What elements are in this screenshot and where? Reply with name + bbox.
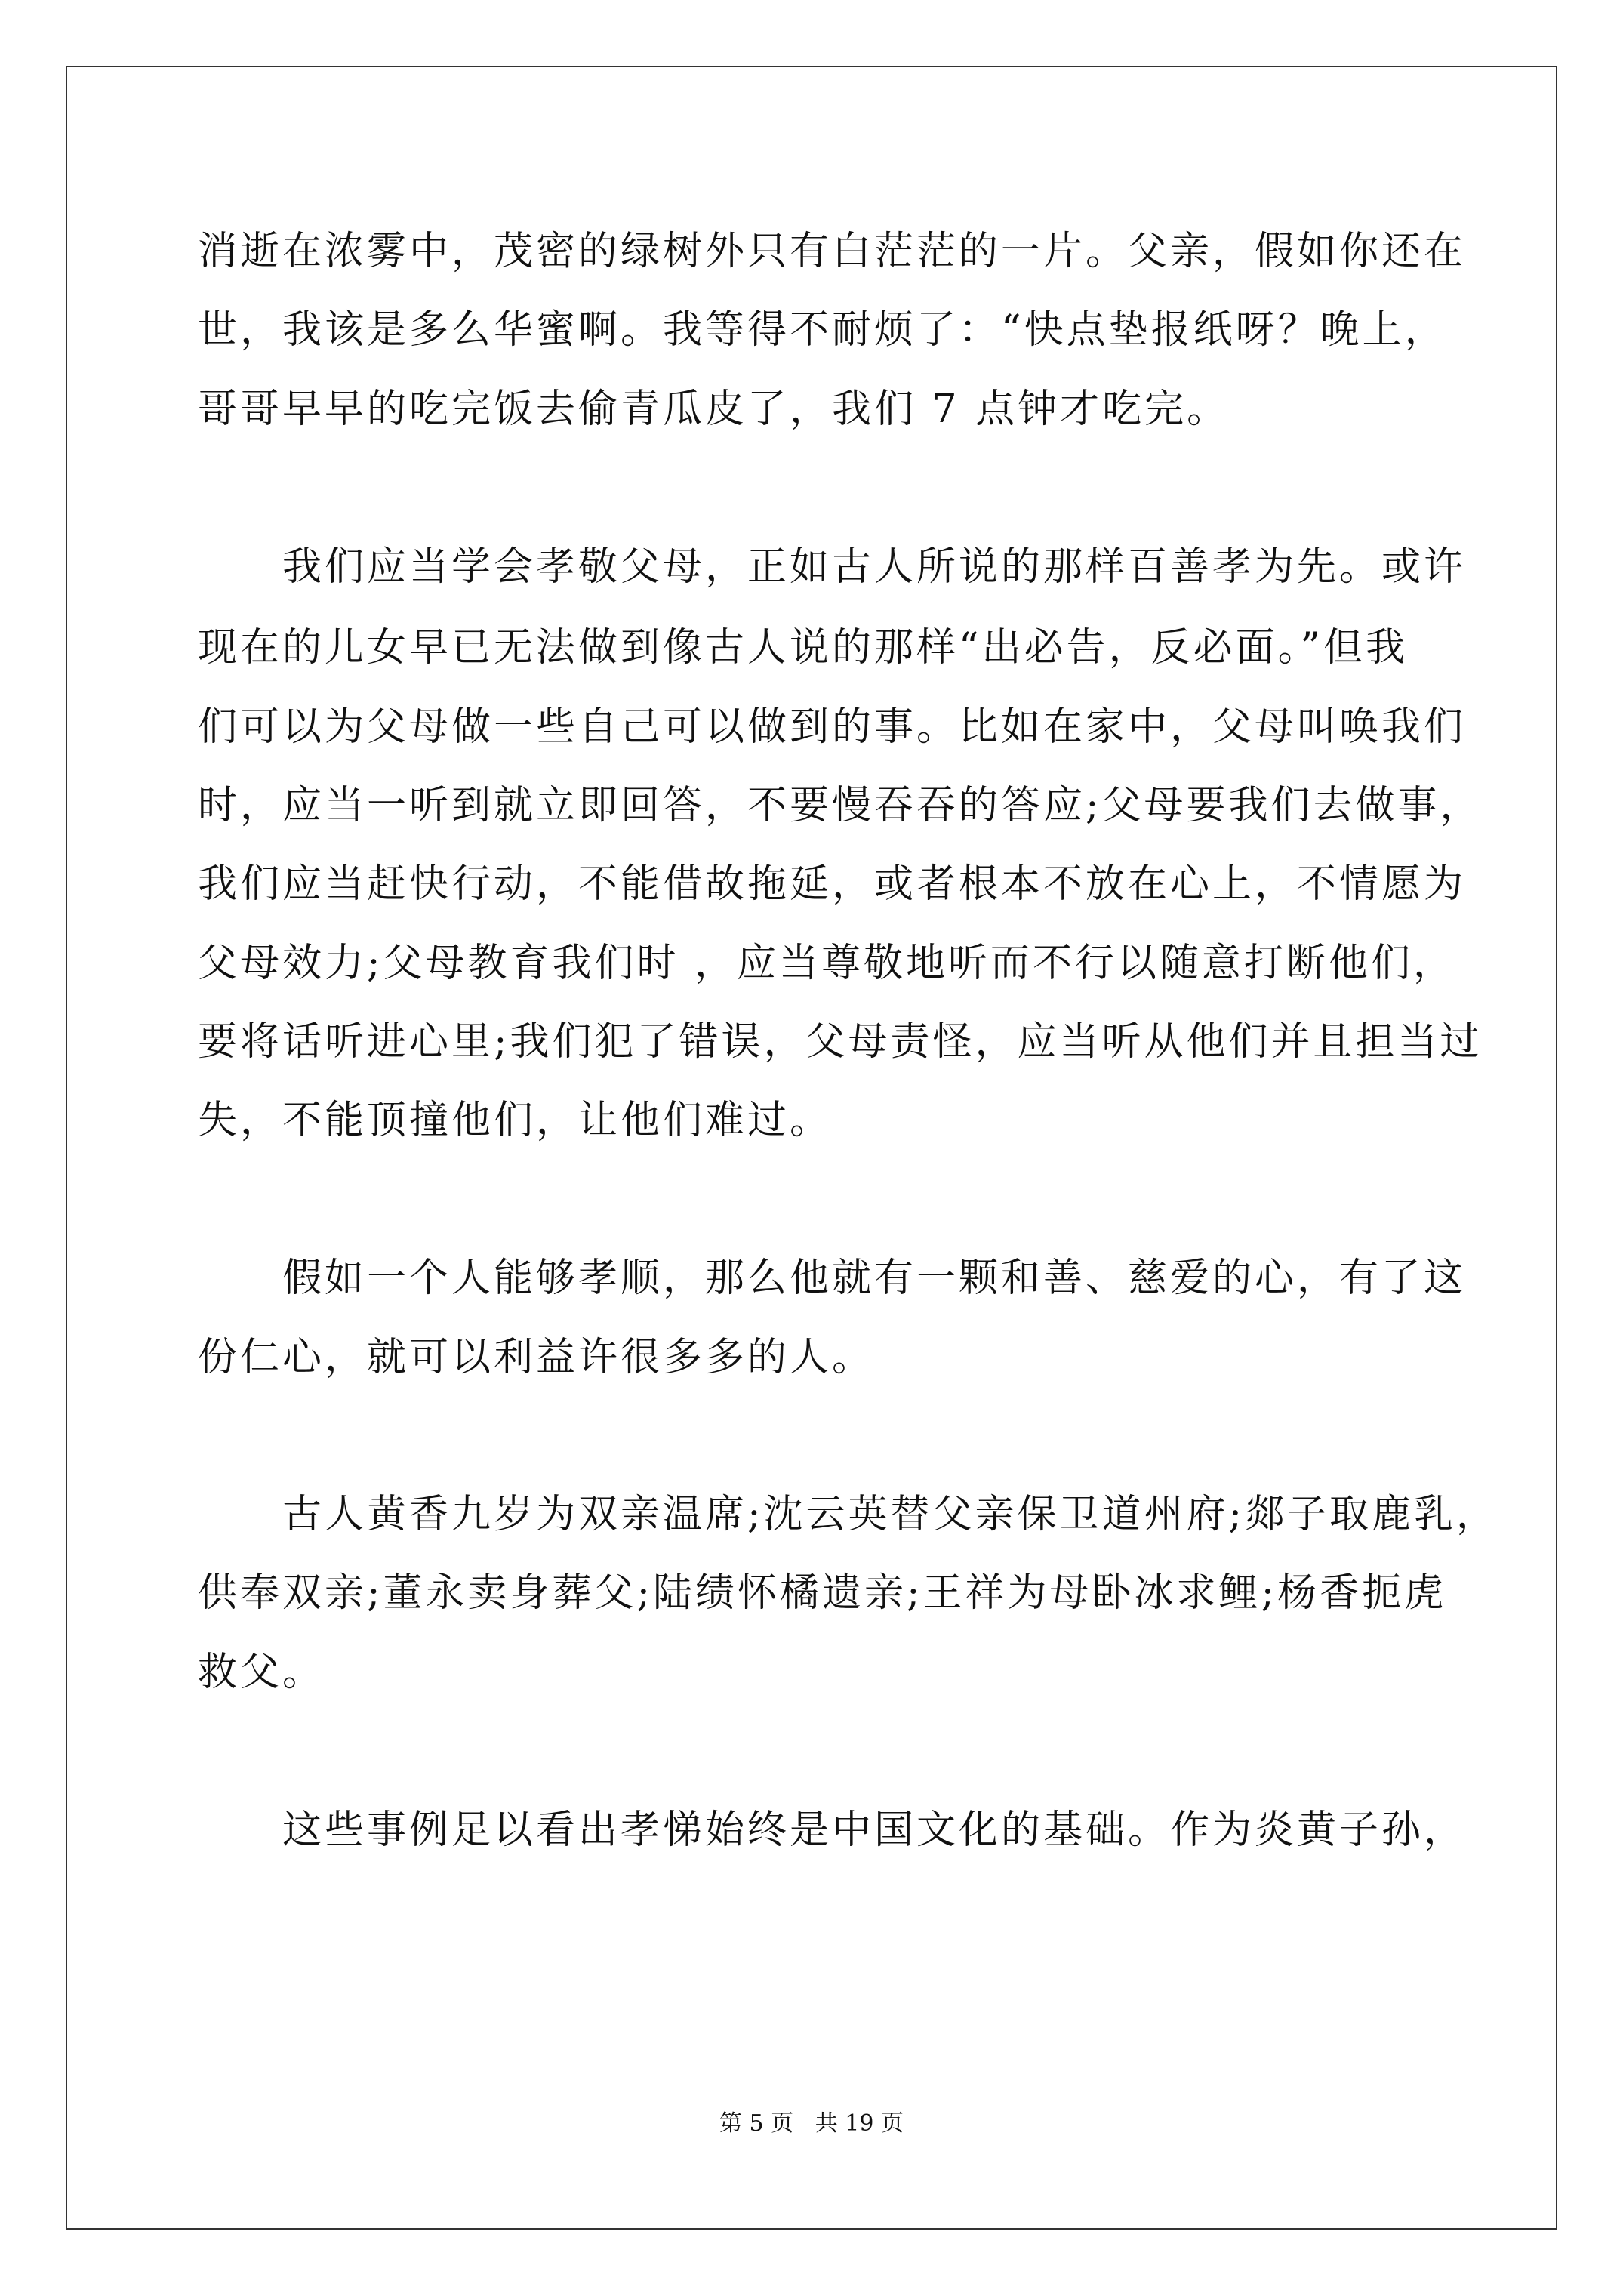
body-line: 供奉双亲;董永卖身葬父;陆绩怀橘遗亲;王祥为母卧冰求鲤;杨香扼虎	[198, 1570, 1447, 1616]
page-number-footer: 第 5 页 共 19 页	[719, 2110, 904, 2137]
body-line: 这些事例足以看出孝悌始终是中国文化的基础。作为炎黄子孙，	[198, 1808, 1467, 1853]
body-line: 时，应当一听到就立即回答，不要慢吞吞的答应;父母要我们去做事，	[198, 783, 1483, 828]
body-line: 假如一个人能够孝顺，那么他就有一颗和善、慈爱的心，有了这	[198, 1256, 1467, 1301]
body-line: 哥哥早早的吃完饭去偷青瓜皮了，我们 7 点钟才吃完。	[198, 387, 1230, 432]
body-line: 古人黄香九岁为双亲温席;沈云英替父亲保卫道州府;郯子取鹿乳，	[198, 1492, 1499, 1537]
body-line: 份仁心，就可以利益许很多多的人。	[198, 1335, 875, 1380]
body-line: 们可以为父母做一些自己可以做到的事。比如在家中，父母叫唤我们	[198, 704, 1467, 750]
body-line: 救父。	[198, 1650, 325, 1695]
body-line: 要将话听进心里;我们犯了错误，父母责怪，应当听从他们并且担当过	[198, 1019, 1483, 1065]
body-line: 父母效力;父母教育我们时 ，应当尊敬地听而不行以随意打断他们，	[198, 941, 1456, 986]
body-line: 我们应当赶快行动，不能借故拖延，或者根本不放在心上，不情愿为	[198, 861, 1467, 907]
body-line: 失，不能顶撞他们，让他们难过。	[198, 1098, 833, 1143]
body-line: 消逝在浓雾中，茂密的绿树外只有白茫茫的一片。父亲，假如你还在	[198, 229, 1467, 274]
body-line: 我们应当学会孝敬父母，正如古人所说的那样百善孝为先。或许	[198, 544, 1467, 590]
body-line: 现在的儿女早已无法做到像古人说的那样“出必告，反必面。”但我	[198, 625, 1409, 670]
body-line: 世，我该是多么华蜜啊。我等得不耐烦了：“快点垫报纸呀？晚上，	[198, 307, 1447, 353]
